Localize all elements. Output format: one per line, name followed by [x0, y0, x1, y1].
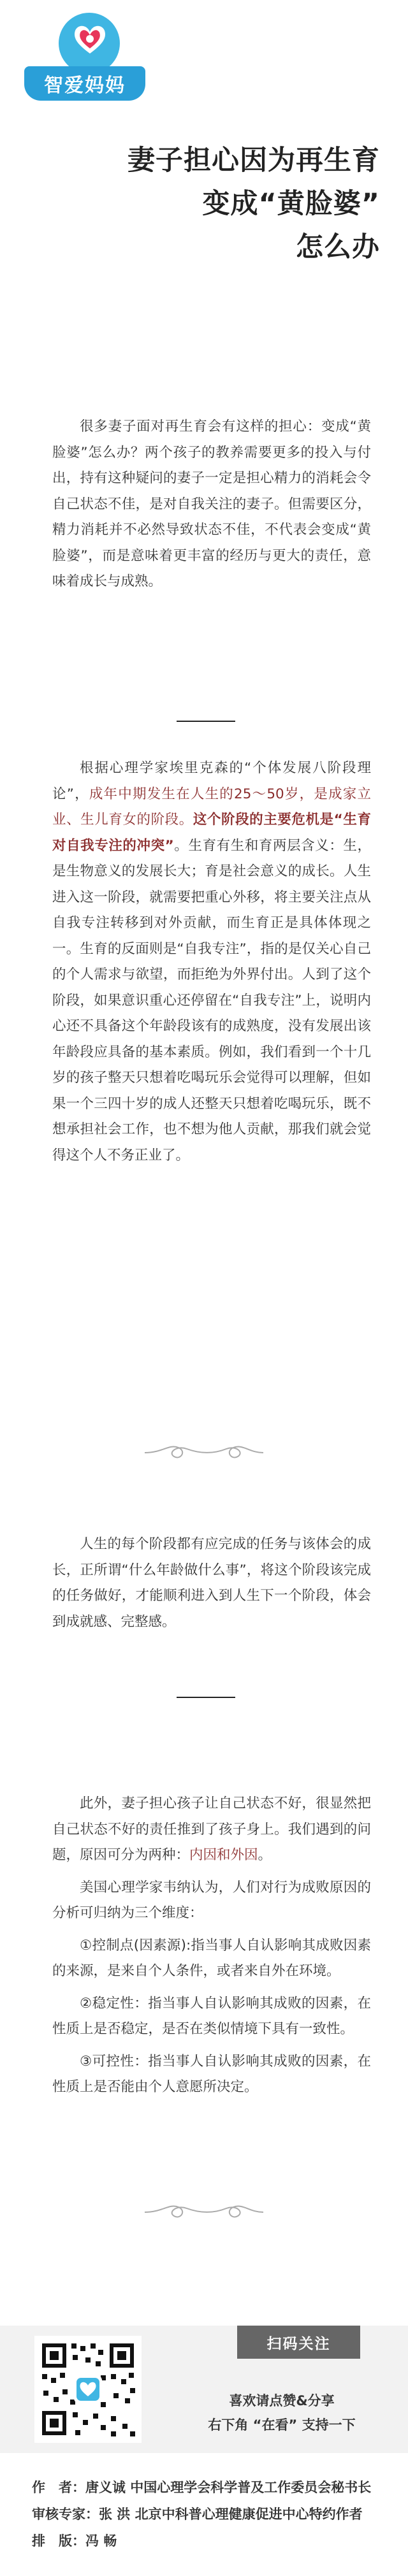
paragraph-4-intro — [52, 1791, 371, 1869]
paragraph-2-part4: 。生育有生和育两层含义：生，是生物意义的发展长大；育是社会意义的成长。人生进入这一阶段，就需要把重心外移，将主要关注点从自我专注转移到对外贡献，而生育正是具体体现之一。生育的反面则是“自我专注”，指的是仅关心自己的个人需求与欲望，而拒绝为外界付出。人到了这个阶段，如果意识重心还停留在“自我专注”上，说明内心还不具备这个年龄段该有的成熟度，没有发展出该年龄段应具备的基本素质。例如，我们看到一个十几岁的孩子整天只想着吃喝玩乐会觉得可以理解，但如果一个三四十岁的成人还整天只想着吃喝玩乐，既不想承担社会工作，也不想为他人贡献，那我们就会觉得这个人不务正业了。 — [52, 837, 371, 1163]
qr-code[interactable] — [34, 2336, 142, 2443]
divider-2 — [177, 1697, 235, 1698]
paragraph-3-text: 人生的每个阶段都有应完成的任务与该体会的成长，正所谓“什么年龄做什么事”，将这个阶段该完成的任务做好，才能顺利进入到人生下一个阶段，体会到成就感、完整感。 — [52, 1536, 371, 1630]
paragraph-2-key-point: 这个阶段的主要危机是“生育对自我专注的冲突” — [52, 812, 371, 854]
paragraph-2-part1: 根据心理学家埃里克森的“个体发展八阶段理论”， — [52, 760, 371, 802]
credit-reviewer: 审核专家：张 洪 北京中科普心理健康促进中心特约作者 — [32, 2507, 363, 2522]
paragraph-1-text: 很多妻子面对再生育会有这样的担心：变成“黄脸婆”怎么办？两个孩子的教养需要更多的投入与付出，持有这种疑问的妻子一定是担心精力的消耗会令自己状态不佳，是对自我关注的妻子。但需要区分，精力消耗并不必然导致状态不佳，不代表会变成“黄脸婆”，而是意味着更丰富的经历与更大的责任，意味着成长与成熟。 — [52, 419, 371, 589]
swirl-divider-icon — [143, 1439, 265, 1464]
footer-watch-support: 右下角 “在看” 支持一下 — [208, 2417, 356, 2433]
paragraph-2 — [52, 756, 371, 1169]
paragraph-1 — [52, 414, 371, 595]
qr-code-icon — [34, 2336, 142, 2443]
paragraph-4 — [52, 1791, 371, 2101]
logo-text: 智爱妈妈 — [24, 66, 145, 101]
heart-icon — [70, 19, 110, 59]
paragraph-2-highlight: 成年中期发生在人生的25～50岁，是成家立业、生儿育女的阶段。 — [52, 786, 372, 828]
credit-author: 作 者：唐义诚 中国心理学会科学普及工作委员会秘书长 — [32, 2480, 372, 2495]
logo — [24, 13, 145, 107]
paragraph-4-cause-types: 内因和外因 — [189, 1847, 258, 1863]
article-title — [23, 139, 380, 269]
paragraph-2-text — [52, 756, 371, 1169]
divider-1 — [177, 721, 235, 722]
footer-like-share: 喜欢请点赞&分享 — [229, 2393, 335, 2408]
swirl-divider-icon — [143, 2198, 265, 2224]
paragraph-4-locus: ①控制点(因素源):指当事人自认影响其成败因素的来源，是来自个人条件，或者来自外在环境。 — [52, 1937, 371, 1979]
paragraph-4-intro-text: 此外，妻子担心孩子让自己状态不好，很显然把自己状态不好的责任推到了孩子身上。我们遇到的问题，原因可分为两种： — [52, 1795, 371, 1863]
title-line-1: 妻子担心因为再生育 — [127, 145, 380, 176]
paragraph-4-stability: ②稳定性：指当事人自认影响其成败的因素，在性质上是否稳定，是否在类似情境下具有一致性。 — [52, 1995, 371, 2037]
title-line-2: 变成“黄脸婆” — [202, 188, 380, 220]
paragraph-4-controllability: ③可控性：指当事人自认影响其成败的因素，在性质上是否能由个人意愿所决定。 — [52, 2053, 371, 2095]
paragraph-3 — [52, 1532, 371, 1635]
paragraph-4-weiner: 美国心理学家韦纳认为，人们对行为成败原因的分析可归纳为三个维度： — [52, 1879, 371, 1921]
credit-editor: 排 版：冯 畅 — [32, 2533, 117, 2549]
scan-follow-label: 扫码关注 — [237, 2326, 360, 2359]
title-line-3: 怎么办 — [296, 231, 380, 263]
paragraph-4-intro-end: 。 — [258, 1847, 272, 1863]
